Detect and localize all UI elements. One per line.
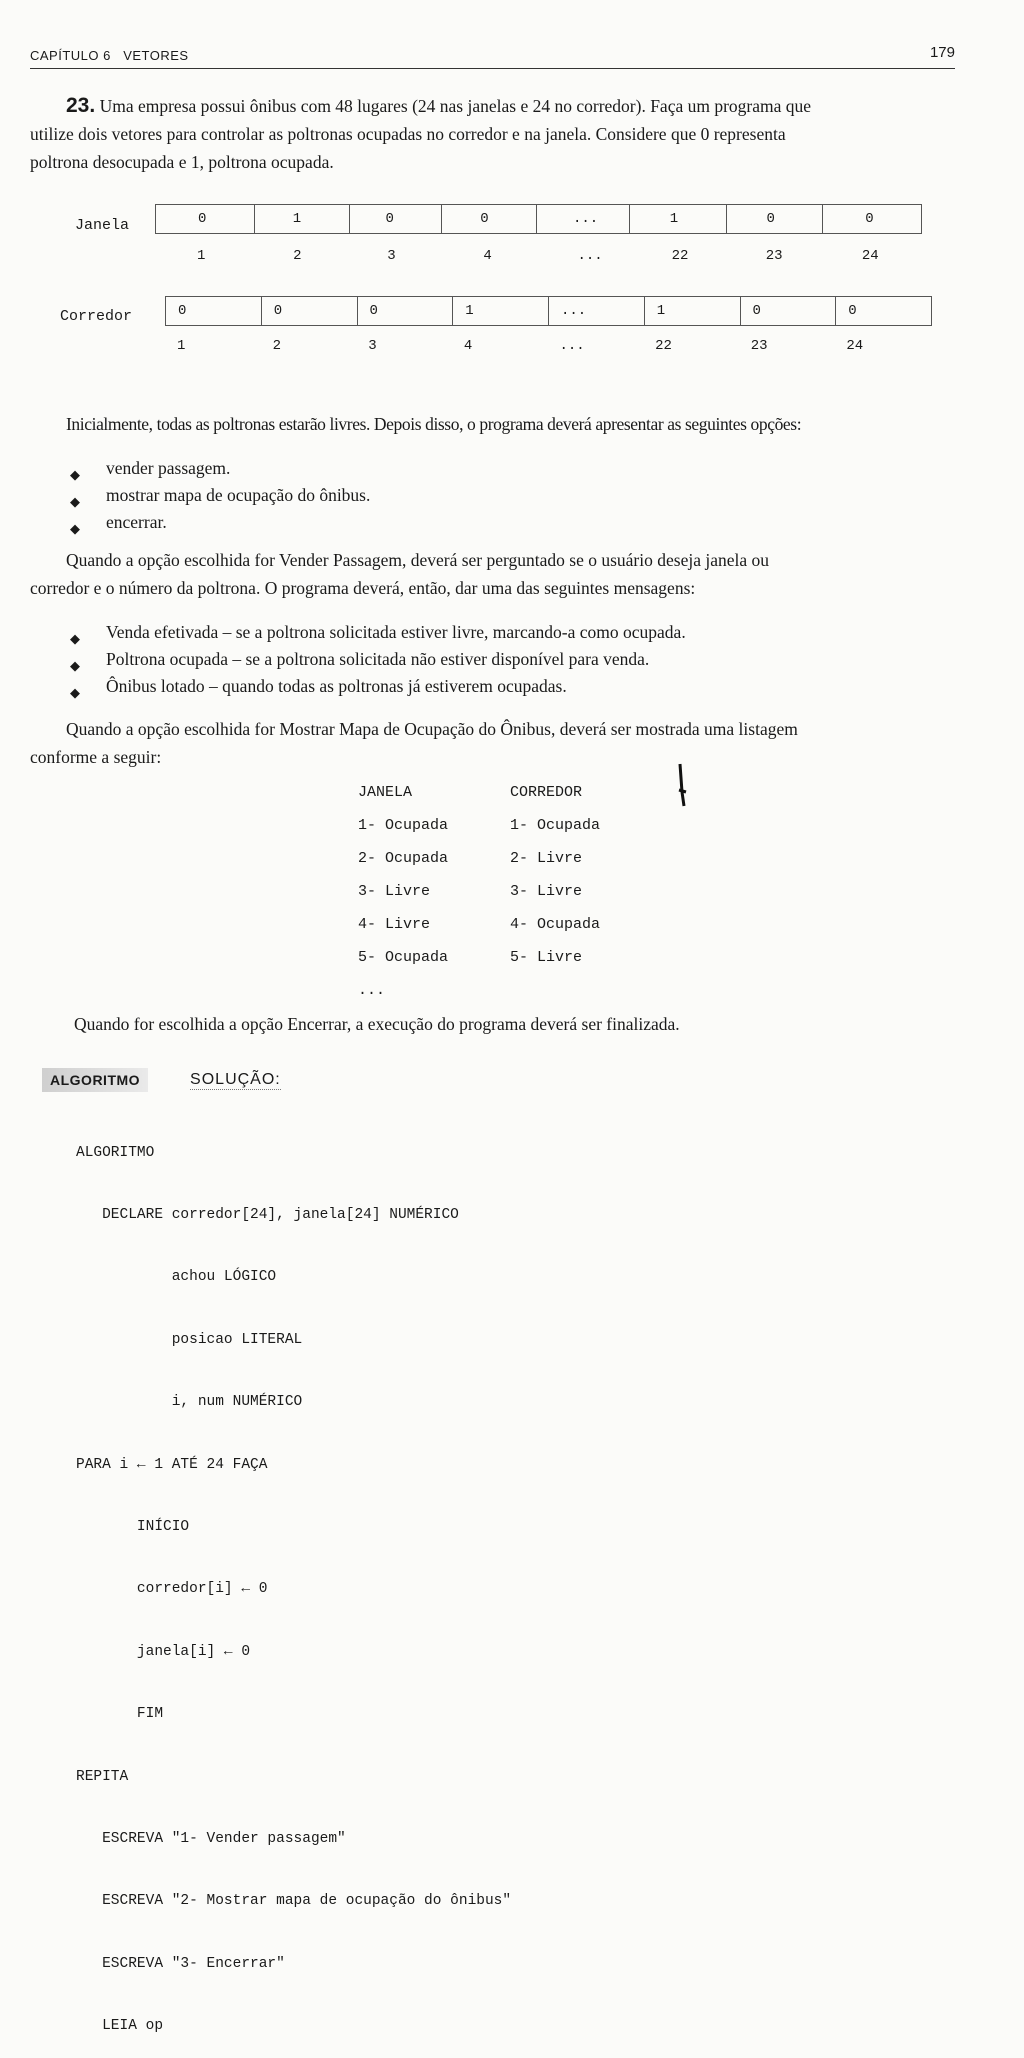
map-ellipsis: ... [358, 982, 386, 999]
janela-cell: 1 [255, 205, 350, 233]
exercise-statement: 23. Uma empresa possui ônibus com 48 lugares (24 nas janelas e 24 no corredor). Faça um programa que utilize dois vetores para controlar as poltronas ocupadas no corredor e na janela. Considere que 0 representa poltrona desocupada e 1, poltrona ocupada. [30, 94, 812, 172]
code-line: posicao LITERAL [76, 1331, 303, 1348]
janela-vector [155, 204, 922, 234]
code-line: DECLARE corredor[24], janela[24] NUMÉRICO [76, 1206, 459, 1223]
corredor-label: Corredor [60, 308, 133, 325]
list-item: ◆ mostrar mapa de ocupação do ônibus. [66, 482, 926, 509]
list-item: ◆ Venda efetivada – se a poltrona solicitada estiver livre, marcando-a como ocupada. [66, 619, 946, 646]
bullet-diamond-icon: ◆ [70, 467, 80, 482]
code-line: achou LÓGICO [76, 1269, 277, 1286]
code-line: REPITA [76, 1768, 129, 1785]
occupancy-map [358, 784, 600, 1015]
solution-label: SOLUÇÃO: [190, 1070, 281, 1088]
chapter-title: CAPÍTULO 6 VETORES [30, 48, 189, 63]
page-number: 179 [929, 44, 955, 61]
code-line: ESCREVA "1- Vender passagem" [76, 1830, 346, 1847]
janela-cell: ... [537, 205, 630, 233]
corredor-cell: 0 [166, 297, 262, 325]
bullet-diamond-icon: ◆ [70, 685, 80, 700]
bullet-diamond-icon: ◆ [70, 521, 80, 536]
janela-cell: 0 [442, 205, 537, 233]
corredor-cell: 0 [848, 303, 857, 319]
list-item: ◆ vender passagem. [66, 455, 926, 482]
map-row: 1- Ocupada 1- Ocupada [358, 817, 601, 834]
bullet-diamond-icon: ◆ [70, 631, 80, 646]
bullet-diamond-icon: ◆ [70, 658, 80, 673]
sell-paragraph: Quando a opção escolhida for Vender Passagem, deverá ser perguntado se o usuário deseja janela ou corredor e o número da poltrona. O programa deverá, então, dar uma das seguintes mensagens: [30, 550, 769, 598]
list-item: ◆ encerrar. [66, 509, 926, 536]
janela-cell: 0 [156, 205, 255, 233]
intro-paragraph: Inicialmente, todas as poltronas estarão livres. Depois disso, o programa deverá apresentar as seguintes opções: [66, 414, 802, 434]
corredor-vector [165, 296, 932, 326]
exercise-number: 23. [66, 94, 96, 117]
janela-cell: 0 [350, 205, 443, 233]
corredor-cell: 1 [645, 297, 741, 325]
page-header [30, 44, 955, 69]
algorithm-heading [42, 1068, 281, 1092]
code-line: janela[i] ← 0 [76, 1643, 251, 1660]
map-paragraph: Quando a opção escolhida for Mostrar Mapa de Ocupação do Ônibus, deverá ser mostrada uma listagem conforme a seguir: [30, 719, 798, 767]
map-row: 3- Livre 3- Livre [358, 883, 583, 900]
code-line: ESCREVA "2- Mostrar mapa de ocupação do ônibus" [76, 1893, 512, 1910]
code-line: LEIA op [76, 2018, 164, 2035]
janela-cell: 1 [630, 205, 727, 233]
options-list [66, 455, 926, 536]
corredor-cell: 1 [453, 297, 549, 325]
map-header: JANELA CORREDOR [358, 784, 583, 801]
pen-mark-icon [672, 762, 694, 813]
corredor-indices: 1 2 3 4 ... 22 23 24 [177, 338, 864, 354]
code-line: ALGORITMO [76, 1144, 155, 1161]
code-line: i, num NUMÉRICO [76, 1394, 303, 1411]
map-row: 4- Livre 4- Ocupada [358, 916, 601, 933]
list-item: ◆ Ônibus lotado – quando todas as poltronas já estiverem ocupadas. [66, 673, 946, 700]
map-row: 5- Ocupada 5- Livre [358, 949, 583, 966]
code-line: corredor[i] ← 0 [76, 1581, 268, 1598]
janela-indices: 1 2 3 4 ... 22 23 24 [197, 248, 879, 264]
code-line: INÍCIO [76, 1518, 190, 1535]
bullet-diamond-icon: ◆ [70, 494, 80, 509]
corredor-cell: 0 [262, 297, 358, 325]
corredor-cell: 0 [741, 297, 837, 325]
janela-cell: 0 [865, 211, 874, 227]
algorithm-badge: ALGORITMO [42, 1068, 148, 1092]
map-row: 2- Ocupada 2- Livre [358, 850, 583, 867]
code-line: FIM [76, 1706, 164, 1723]
janela-label: Janela [75, 217, 130, 234]
code-line: ESCREVA "3- Encerrar" [76, 1955, 285, 1972]
code-line: PARA i ← 1 ATÉ 24 FAÇA [76, 1456, 268, 1473]
list-item: ◆ Poltrona ocupada – se a poltrona solicitada não estiver disponível para venda. [66, 646, 946, 673]
messages-list [66, 619, 946, 700]
code-listing [76, 1101, 511, 2058]
janela-cell: 0 [727, 205, 824, 233]
corredor-cell: 0 [358, 297, 454, 325]
end-paragraph: Quando for escolhida a opção Encerrar, a execução do programa deverá ser finalizada. [74, 1014, 680, 1034]
corredor-cell: ... [549, 297, 645, 325]
